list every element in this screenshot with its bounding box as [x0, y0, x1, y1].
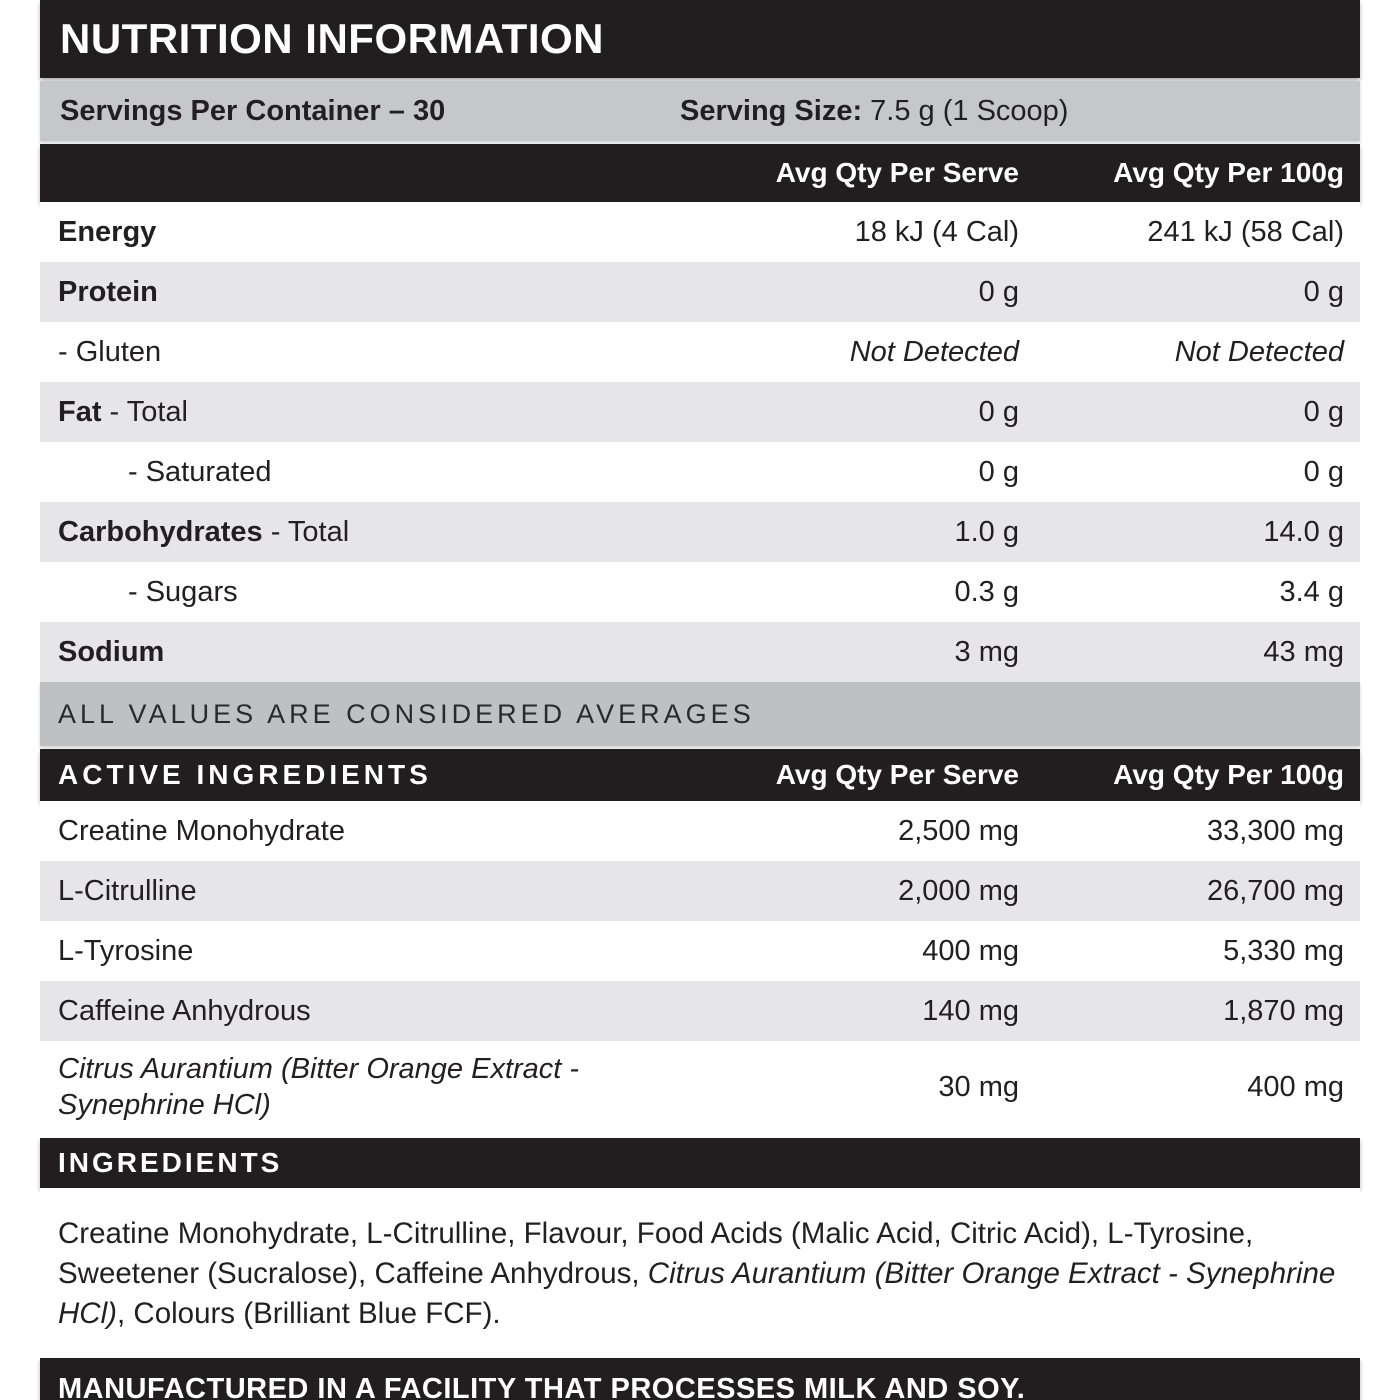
active-ingredients-title: ACTIVE INGREDIENTS: [58, 759, 432, 790]
value-per-100g: 33,300 mg: [1206, 814, 1344, 847]
row-label-bold: Carbohydrates: [58, 515, 263, 548]
value-per-serve: 0 g: [978, 275, 1019, 308]
value-per-serve: 2,000 mg: [898, 874, 1019, 907]
row-label-bold: Energy: [58, 215, 157, 248]
nutrition-row-saturated: [40, 442, 1360, 502]
nutrition-title-bar: [40, 0, 1360, 78]
active-row-name: L-Tyrosine: [58, 934, 194, 967]
ingredients-text-part2: , Colours (Brilliant Blue FCF).: [117, 1297, 501, 1331]
row-label-rest: - Sugars: [128, 575, 238, 608]
active-row-name: Creatine Monohydrate: [58, 814, 345, 847]
value-per-100g: 3.4 g: [1279, 575, 1344, 608]
row-label: [58, 336, 719, 369]
row-label: [58, 216, 719, 249]
row-label-rest: - Total: [101, 395, 189, 428]
value-per-serve: 18 kJ (4 Cal): [854, 215, 1019, 248]
ingredients-list: [40, 1188, 1360, 1344]
active-row-caffeine: [40, 981, 1360, 1041]
row-label-bold: Fat: [58, 395, 102, 428]
col-header-per-serve: Avg Qty Per Serve: [775, 157, 1019, 188]
nutrition-row-gluten: [40, 322, 1360, 382]
value-per-100g: Not Detected: [1174, 335, 1344, 368]
row-label: [58, 456, 719, 489]
active-row-citrus-aurantium: [40, 1041, 1360, 1133]
row-label-rest: - Saturated: [128, 455, 272, 488]
active-row-name: L-Citrulline: [58, 874, 197, 907]
row-label: [58, 276, 719, 309]
nutrition-row-energy: [40, 202, 1360, 262]
row-label: [58, 636, 719, 669]
ingredients-text-italic: Citrus Aurantium (Bitter Orange Extract - Synephrine HCl): [58, 1257, 1336, 1331]
col-header-per-serve: Avg Qty Per Serve: [775, 759, 1019, 790]
value-per-serve: 1.0 g: [954, 515, 1019, 548]
allergen-warning-bar: [40, 1358, 1360, 1400]
value-per-serve: 2,500 mg: [898, 814, 1019, 847]
nutrition-column-header: [40, 144, 1360, 202]
col-header-per-100g: Avg Qty Per 100g: [1113, 759, 1344, 790]
active-row-creatine: [40, 801, 1360, 861]
value-per-100g: 5,330 mg: [1223, 934, 1344, 967]
nutrition-row-protein: [40, 262, 1360, 322]
nutrition-label: [40, 0, 1360, 1400]
value-per-serve: 0 g: [978, 455, 1019, 488]
active-row-tyrosine: [40, 921, 1360, 981]
value-per-100g: 1,870 mg: [1223, 994, 1344, 1027]
servings-bar: [40, 81, 1360, 141]
value-per-100g: 0 g: [1303, 455, 1344, 488]
serving-size-value: 7.5 g (1 Scoop): [862, 94, 1069, 127]
active-row-name: Caffeine Anhydrous: [58, 994, 311, 1027]
value-per-serve: 140 mg: [922, 994, 1019, 1027]
active-row-name: Citrus Aurantium (Bitter Orange Extract - Synephrine HCl): [58, 1052, 580, 1121]
row-label-bold: Sodium: [58, 635, 165, 668]
value-per-100g: 14.0 g: [1263, 515, 1344, 548]
nutrition-row-sodium: [40, 622, 1360, 682]
value-per-serve: Not Detected: [849, 335, 1019, 368]
servings-per-container: Servings Per Container – 30: [60, 94, 446, 127]
row-label-rest: - Gluten: [58, 335, 162, 368]
averages-note-bar: [40, 682, 1360, 746]
row-label-bold: Protein: [58, 275, 158, 308]
ingredients-title: INGREDIENTS: [58, 1147, 283, 1178]
nutrition-row-fat-total: [40, 382, 1360, 442]
nutrition-title: NUTRITION INFORMATION: [60, 15, 604, 62]
serving-size: [680, 95, 1340, 128]
row-label: [58, 396, 719, 429]
active-row-citrulline: [40, 861, 1360, 921]
value-per-serve: 400 mg: [922, 934, 1019, 967]
row-label-rest: - Total: [262, 515, 350, 548]
value-per-serve: 0 g: [978, 395, 1019, 428]
serving-size-label: Serving Size:: [680, 94, 863, 127]
value-per-100g: 400 mg: [1247, 1070, 1344, 1103]
ingredients-text-part1: Creatine Monohydrate, L-Citrulline, Flavour, Food Acids (Malic Acid, Citric Acid), L-Tyrosine, Sweetener (Sucralose), Caffeine Anhydrous,: [58, 1217, 1254, 1291]
value-per-100g: 241 kJ (58 Cal): [1147, 215, 1344, 248]
nutrition-row-carbohydrates: [40, 502, 1360, 562]
value-per-100g: 26,700 mg: [1206, 874, 1344, 907]
col-header-per-100g: Avg Qty Per 100g: [1113, 157, 1344, 188]
row-label: [58, 576, 719, 609]
averages-note: ALL VALUES ARE CONSIDERED AVERAGES: [58, 698, 755, 729]
value-per-100g: 43 mg: [1263, 635, 1344, 668]
value-per-serve: 0.3 g: [954, 575, 1019, 608]
value-per-serve: 3 mg: [954, 635, 1019, 668]
value-per-serve: 30 mg: [938, 1070, 1019, 1103]
row-label: [58, 516, 719, 549]
active-ingredients-header: [40, 749, 1360, 801]
nutrition-row-sugars: [40, 562, 1360, 622]
ingredients-header: [40, 1138, 1360, 1188]
value-per-100g: 0 g: [1303, 275, 1344, 308]
value-per-100g: 0 g: [1303, 395, 1344, 428]
allergen-warning: MANUFACTURED IN A FACILITY THAT PROCESSES MILK AND SOY.: [58, 1373, 1026, 1400]
